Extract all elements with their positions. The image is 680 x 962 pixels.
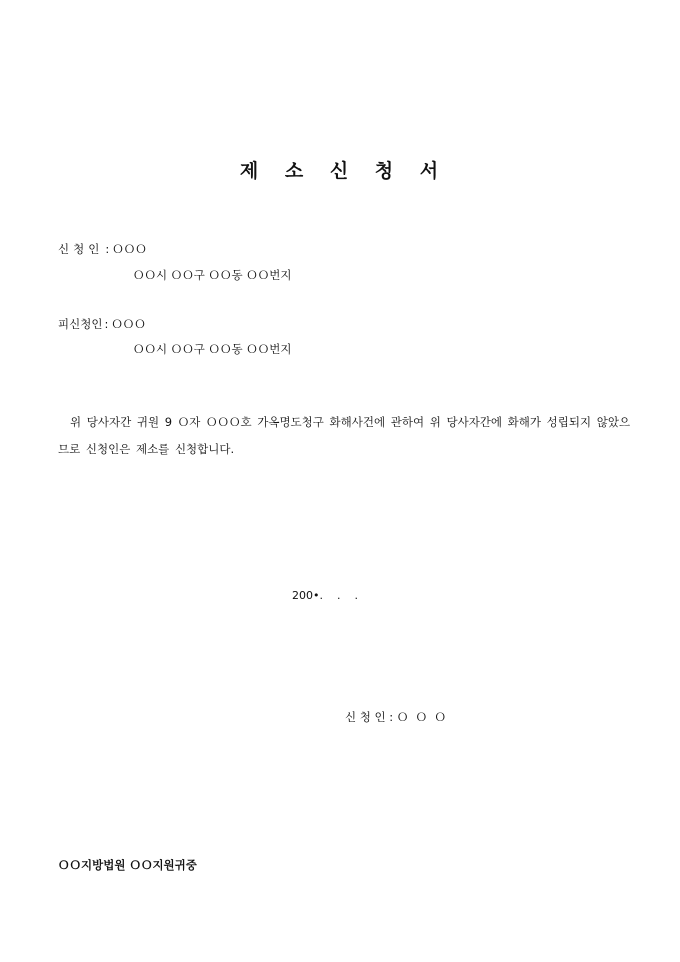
court-addressee: ＯＯ지방법원 ＯＯ지원귀중 [58,858,197,872]
applicant-address: ＯＯ시 ＯＯ구 ＯＯ동 ＯＯ번지 [133,268,292,282]
respondent-label: 피신청인 [58,317,103,331]
applicant-line [58,242,147,256]
request-body: 위 당사자간 귀원 9 Ｏ자 ＯＯＯ호 가옥명도청구 화해사건에 관하여 위 당사자간에 화해가 성립되지 않았으므로 신청인은 제소를 신청합니다. [58,415,631,456]
respondent-name: ＯＯＯ [111,317,146,331]
applicant-label: 신청인 [58,242,104,256]
respondent-separator: : [104,317,109,331]
respondent-line [58,317,146,331]
document-title: 제 소 신 청 서 [239,160,441,182]
applicant-name: ＯＯＯ [112,242,147,256]
applicant-signature: 신 청 인 : Ｏ Ｏ Ｏ [345,710,446,724]
applicant-separator: : [105,242,110,256]
respondent-address: ＯＯ시 ＯＯ구 ＯＯ동 ＯＯ번지 [133,342,292,356]
filing-date: 200•. . . [292,589,358,602]
